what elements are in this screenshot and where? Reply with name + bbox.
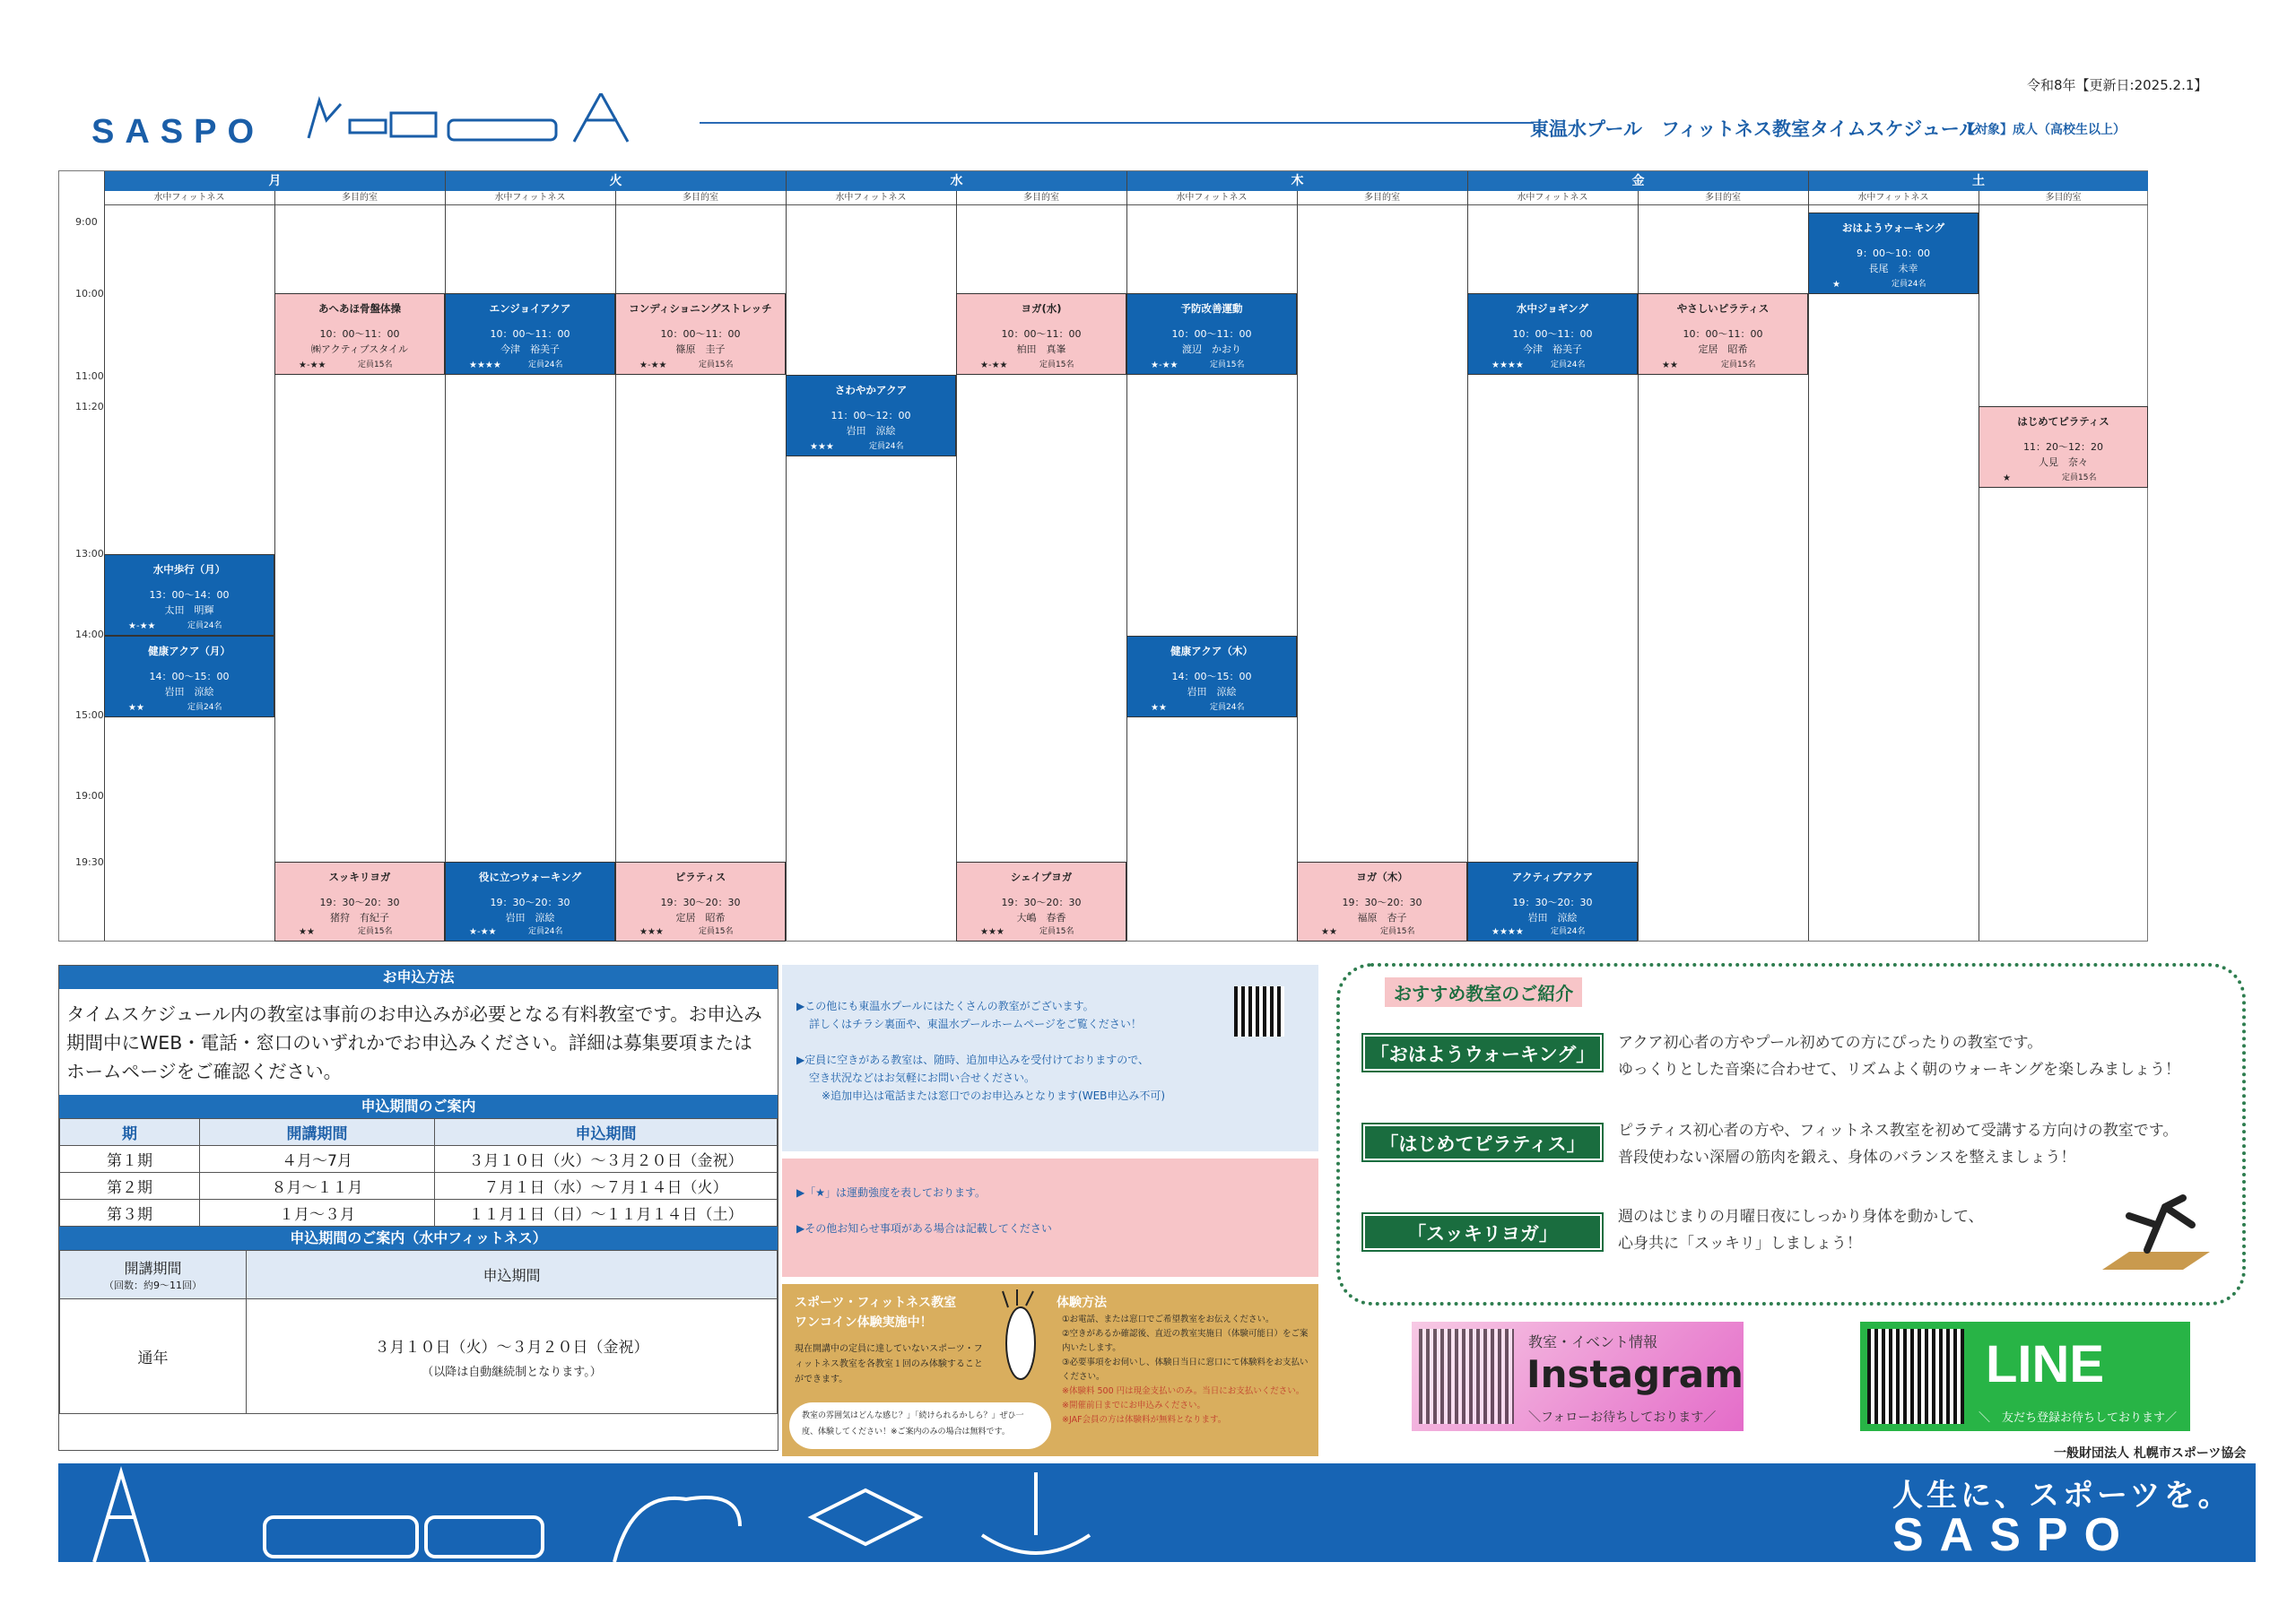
- class-instructor: 篠原 圭子: [675, 343, 726, 355]
- class-name: ピラティス: [674, 871, 726, 883]
- class-rating: ★★: [1321, 927, 1337, 937]
- day-header-wed: 水: [786, 171, 1126, 191]
- class-time: 19：30〜20：30: [1342, 897, 1422, 908]
- sub-header: 水中フィットネス: [1467, 191, 1638, 205]
- info-line: 詳しくはチラシ裏面や、東温水プールホームページをご覧ください！: [809, 1018, 1142, 1030]
- class-instructor: 長尾 未幸: [1868, 263, 1918, 274]
- recommend-line: 週のはじまりの月曜日夜にしっかり身体を動かして、: [1618, 1208, 1984, 1226]
- update-date: 令和8年【更新日:2025.2.1】: [2027, 77, 2208, 93]
- class-rating: ★: [2003, 473, 2011, 483]
- info-line: ▶「★」は運動強度を表しております。: [796, 1186, 987, 1199]
- cell: ４月〜7月: [200, 1146, 435, 1173]
- sub-header: 多目的室: [274, 191, 445, 205]
- grid-line: [445, 171, 446, 941]
- application-text: タイムスケジュール内の教室は事前のお申込みが必要となる有料教室です。お申込み期間中にWEB・電話・窓口のいずれかでお申込みください。詳細は募集要項またはホームページをご確認ください。: [66, 1003, 762, 1082]
- class-block[interactable]: [786, 375, 956, 456]
- sub-header: 水中フィットネス: [1126, 191, 1297, 205]
- class-instructor: 今津 裕美子: [500, 343, 560, 355]
- class-rating: ★★★★: [1492, 360, 1524, 370]
- sub-header: 多目的室: [615, 191, 786, 205]
- sub-header: 多目的室: [1638, 191, 1808, 205]
- class-instructor: 岩田 涼絵: [505, 912, 555, 924]
- line-title: LINE: [1986, 1335, 2105, 1393]
- class-time: 19：30〜20：30: [1512, 897, 1593, 908]
- class-capacity: 定員15名: [358, 927, 393, 936]
- day-header-sat: 土: [1808, 171, 2148, 191]
- grid-line: [1467, 171, 1468, 941]
- instagram-banner[interactable]: [1412, 1322, 1744, 1431]
- class-instructor: 大嶋 春香: [1016, 912, 1066, 924]
- class-block[interactable]: [1467, 293, 1638, 375]
- class-name: アクティブアクア: [1511, 871, 1594, 883]
- col-term: 期: [60, 1119, 200, 1146]
- trial-title2: ワンコイン体験実施中！: [795, 1315, 933, 1330]
- cell: 第２期: [60, 1173, 200, 1200]
- cell: 第１期: [60, 1146, 200, 1173]
- water-col1-sub: （回数：約9〜11回）: [104, 1280, 202, 1291]
- class-rating: ★★★: [980, 927, 1004, 937]
- grid-line: [1297, 191, 1298, 941]
- sub-header: 水中フィットネス: [445, 191, 615, 205]
- application-heading: お申込方法: [59, 966, 778, 989]
- info-line: ▶定員に空きがある教室は、随時、追加申込みを受付けておりますので、: [796, 1054, 1149, 1066]
- day-header-mon: 月: [104, 171, 445, 191]
- day-header-tue: 火: [445, 171, 786, 191]
- class-instructor: 岩田 涼絵: [1187, 686, 1237, 698]
- class-capacity: 定員15名: [1380, 927, 1415, 936]
- grid-line: [786, 171, 787, 941]
- how-note: ※体験料 500 円は現金支払いのみ。当日にお支払いください。: [1062, 1386, 1305, 1396]
- time-label: 9:00: [75, 216, 98, 228]
- water-col1: 開講期間: [124, 1260, 182, 1277]
- recommend-line: ゆっくりとした音楽に合わせて、リズムよく朝のウォーキングを楽しみましょう！: [1618, 1061, 2180, 1079]
- class-instructor: 渡辺 かおり: [1182, 343, 1241, 355]
- time-label: 15:00: [75, 709, 104, 721]
- class-name: さわやかアクア: [834, 384, 908, 396]
- grid-line: [1126, 171, 1127, 941]
- class-time: 10：00〜11：00: [1001, 328, 1082, 340]
- class-rating: ★: [1832, 280, 1840, 290]
- class-name: スッキリヨガ: [328, 871, 391, 883]
- class-block[interactable]: [104, 636, 274, 717]
- class-block[interactable]: [274, 862, 445, 942]
- saspo-logo: SASPO: [91, 113, 265, 151]
- class-time: 14：00〜15：00: [149, 671, 230, 682]
- class-capacity: 定員15名: [1039, 927, 1074, 936]
- class-block[interactable]: [1126, 293, 1297, 375]
- class-name: ヨガ（木）: [1356, 871, 1408, 883]
- time-label: 19:30: [75, 856, 104, 868]
- time-label: 14:00: [75, 629, 104, 640]
- class-instructor: 岩田 涼絵: [164, 686, 214, 698]
- how-note: ※開催前日までにお申込みください。: [1062, 1401, 1205, 1410]
- instagram-qr-code[interactable]: [1419, 1329, 1514, 1424]
- page-title: 東温水プール フィットネス教室タイムスケジュール: [1530, 118, 1979, 140]
- recommend-text: [1618, 1029, 2180, 1083]
- class-time: 11：20〜12：20: [2023, 441, 2103, 453]
- class-time: 19：30〜20：30: [1001, 897, 1082, 908]
- class-time: 10：00〜11：00: [1171, 328, 1252, 340]
- water-period-heading: 申込期間のご案内（水中フィットネス）: [59, 1227, 778, 1250]
- recommend-label: 「はじめてピラティス」: [1363, 1124, 1602, 1160]
- how-note: ※JAF会員の方は体験料が無料となります。: [1062, 1415, 1227, 1425]
- class-time: 14：00〜15：00: [1171, 671, 1252, 682]
- water-period: 通年: [60, 1299, 247, 1414]
- class-name: おはようウォーキング: [1841, 221, 1945, 234]
- recommend-line: 心身共に「スッキリ」しましょう！: [1618, 1235, 1862, 1253]
- class-time: 11：00〜12：00: [831, 410, 911, 421]
- class-block[interactable]: [1638, 293, 1808, 375]
- class-instructor: 太田 明輝: [164, 604, 214, 616]
- class-time: 9：00〜10：00: [1857, 247, 1930, 259]
- class-rating: ★★★★: [469, 360, 501, 370]
- cell: ８月〜１１月: [200, 1173, 435, 1200]
- class-capacity: 定員15名: [1721, 360, 1756, 369]
- table-row: [60, 1173, 778, 1200]
- table-row: [60, 1146, 778, 1173]
- class-name: あへあほ骨盤体操: [318, 302, 401, 315]
- time-label: 11:20: [75, 401, 104, 412]
- table-row: [60, 1200, 778, 1227]
- class-time: 19：30〜20：30: [319, 897, 400, 908]
- trial-bubble: 教室の雰囲気はどんな感じ？」「続けられるかしら？」ぜひ一度、体験してください！※ご案内のみの場合は無料です。: [789, 1402, 1051, 1449]
- class-block[interactable]: [615, 293, 786, 375]
- class-time: 10：00〜11：00: [1683, 328, 1763, 340]
- class-rating: ★-★★: [128, 621, 156, 631]
- footer-logo: SASPO: [1892, 1509, 2137, 1561]
- trial-body: 現在開講中の定員に達していないスポーツ・フィットネス教室を各教室１回のみ体験することができます。: [795, 1344, 983, 1384]
- class-instructor: 猪狩 有紀子: [330, 912, 389, 924]
- recommended-classes: [1336, 963, 2246, 1306]
- class-time: 10：00〜11：00: [490, 328, 570, 340]
- how-step: ①お電話、または窓口でご希望教室をお伝えください。: [1062, 1315, 1274, 1324]
- class-instructor: 岩田 涼絵: [1527, 912, 1578, 924]
- recommend-text: [1618, 1117, 2178, 1171]
- period-table: [59, 1118, 778, 1227]
- sub-header: 水中フィットネス: [104, 191, 274, 205]
- class-time: 13：00〜14：00: [149, 589, 230, 601]
- cell: ３月１０日（火）〜３月２０日（金祝）: [435, 1146, 778, 1173]
- class-rating: ★-★★: [639, 360, 667, 370]
- mascot-illustration: [990, 1289, 1053, 1397]
- sub-header: 多目的室: [956, 191, 1126, 205]
- trial-panel: [782, 1284, 1318, 1456]
- timetable: [58, 170, 2148, 942]
- class-name: 健康アクア（月）: [148, 645, 230, 657]
- class-capacity: 定員24名: [1551, 360, 1586, 369]
- class-capacity: 定員15名: [699, 927, 734, 936]
- how-step: ②空きがあるか確認後、直近の教室実施日（体験可能日）をご案内いたします。: [1062, 1329, 1309, 1353]
- class-time: 10：00〜11：00: [660, 328, 741, 340]
- class-capacity: 定員24名: [528, 927, 563, 936]
- class-capacity: 定員15名: [2062, 473, 2097, 482]
- sapporo-landmarks-illustration: [305, 93, 673, 147]
- cell: １月〜３月: [200, 1200, 435, 1227]
- class-rating: ★-★★: [469, 927, 497, 937]
- water-period-table: [59, 1250, 778, 1414]
- class-rating: ★★★: [639, 927, 664, 937]
- class-name: 健康アクア（木）: [1170, 645, 1253, 657]
- class-capacity: 定員24名: [869, 442, 904, 451]
- class-instructor: 定居 昭希: [1698, 343, 1748, 355]
- class-block[interactable]: [1467, 862, 1638, 942]
- class-time: 19：30〜20：30: [490, 897, 570, 908]
- organization-name: 一般財団法人 札幌市スポーツ協会: [2054, 1446, 2247, 1461]
- col-apply: 申込期間: [435, 1119, 778, 1146]
- day-header-thu: 木: [1126, 171, 1467, 191]
- class-rating: ★★: [1151, 703, 1167, 713]
- water-col2: 申込期間: [247, 1251, 778, 1299]
- period-heading: 申込期間のご案内: [59, 1095, 778, 1118]
- stretching-figure-illustration: [2093, 1189, 2219, 1279]
- instagram-title: Instagram: [1526, 1352, 1744, 1396]
- class-name: はじめてピラティス: [2017, 415, 2109, 428]
- class-instructor: 今津 裕美子: [1523, 343, 1582, 355]
- line-follow: ＼ 友だち登録お待ちしております／: [1979, 1411, 2178, 1425]
- instagram-follow: ＼フォローお待ちしております／: [1528, 1410, 1717, 1425]
- class-rating: ★★★: [810, 442, 834, 452]
- time-label: 13:00: [75, 548, 104, 560]
- class-block[interactable]: [1808, 213, 1979, 294]
- class-rating: ★★★★: [1492, 927, 1524, 937]
- class-name: シェイプヨガ: [1010, 871, 1073, 883]
- time-label: 11:00: [75, 370, 104, 382]
- class-capacity: 定員24名: [1551, 927, 1586, 936]
- info-line: ※追加申込は電話または窓口でのお申込みとなります(WEB申込み不可): [822, 1089, 1166, 1102]
- class-capacity: 定員15名: [699, 360, 734, 369]
- class-block[interactable]: [1979, 406, 2148, 488]
- class-block[interactable]: [104, 554, 274, 636]
- class-instructor: ㈱アクティブスタイル: [310, 343, 409, 355]
- class-name: ヨガ(水): [1021, 302, 1062, 315]
- qr-code[interactable]: [1234, 986, 1284, 1037]
- class-rating: ★★: [299, 927, 315, 937]
- class-name: 水中ジョギング: [1517, 302, 1588, 315]
- class-block[interactable]: [615, 862, 786, 942]
- info-line: ▶この他にも東温水プールにはたくさんの教室がございます。: [796, 1000, 1094, 1012]
- class-instructor: 定居 昭希: [675, 912, 726, 924]
- instagram-small: 教室・イベント情報: [1528, 1333, 1658, 1350]
- class-rating: ★★: [128, 703, 144, 713]
- cell: ７月１日（水）〜７月１４日（火）: [435, 1173, 778, 1200]
- recommend-text: [1618, 1203, 1984, 1257]
- class-rating: ★-★★: [980, 360, 1008, 370]
- class-name: エンジョイアクア: [489, 302, 571, 315]
- application-panel: [58, 965, 778, 1451]
- class-name: 予防改善運動: [1180, 302, 1243, 315]
- class-time: 19：30〜20：30: [660, 897, 741, 908]
- class-capacity: 定員24名: [1892, 280, 1926, 289]
- class-block[interactable]: [445, 293, 615, 375]
- day-header-fri: 金: [1467, 171, 1808, 191]
- class-rating: ★★: [1662, 360, 1678, 370]
- water-note: （以降は自動継続制となります。）: [422, 1365, 602, 1379]
- class-capacity: 定員15名: [1210, 360, 1245, 369]
- col-course: 開講期間: [200, 1119, 435, 1146]
- how-step: ③必要事項をお伺いし、体験日当日に窓口にて体験料をお支払いください。: [1062, 1358, 1309, 1382]
- class-block[interactable]: [956, 293, 1126, 375]
- cell: 第３期: [60, 1200, 200, 1227]
- class-rating: ★-★★: [1151, 360, 1178, 370]
- class-name: 役に立つウォーキング: [478, 871, 582, 883]
- recommend-heading: おすすめ教室のご紹介: [1385, 977, 1582, 1007]
- class-block[interactable]: [445, 862, 615, 942]
- title-rule: [700, 122, 1534, 124]
- class-instructor: 人見 奈々: [2039, 456, 2088, 468]
- footer-tagline: 人生に、スポーツを。: [1892, 1478, 2232, 1514]
- info-box-blue: [782, 965, 1318, 1151]
- time-label: 10:00: [75, 288, 104, 299]
- class-instructor: 岩田 涼絵: [846, 425, 896, 437]
- class-name: やさしいピラティス: [1676, 302, 1770, 315]
- sub-header: 多目的室: [1297, 191, 1467, 205]
- class-instructor: 柏田 真峯: [1016, 343, 1066, 355]
- how-title: 体験方法: [1057, 1296, 1107, 1310]
- cell: １１月１日（日）〜１１月１４日（土）: [435, 1200, 778, 1227]
- line-banner[interactable]: [1860, 1322, 2190, 1431]
- recommend-line: アクア初心者の方やプール初めての方にぴったりの教室です。: [1618, 1034, 2043, 1052]
- recommend-label: 「スッキリヨガ」: [1363, 1214, 1602, 1250]
- time-label: 19:00: [75, 790, 104, 802]
- sub-header: 多目的室: [1979, 191, 2148, 205]
- class-capacity: 定員24名: [528, 360, 563, 369]
- class-block[interactable]: [1297, 862, 1467, 942]
- class-rating: ★-★★: [299, 360, 326, 370]
- class-block[interactable]: [1126, 636, 1297, 717]
- class-instructor: 福原 杏子: [1357, 912, 1407, 924]
- recommend-line: 普段使わない深層の筋肉を鍛え、身体のバランスを整えましょう！: [1618, 1149, 2076, 1167]
- class-capacity: 定員15名: [358, 360, 393, 369]
- class-capacity: 定員24名: [187, 703, 222, 712]
- class-time: 10：00〜11：00: [319, 328, 400, 340]
- recommend-label: 「おはようウォーキング」: [1363, 1035, 1602, 1071]
- class-capacity: 定員15名: [1039, 360, 1074, 369]
- class-capacity: 定員24名: [187, 621, 222, 630]
- sub-header: 水中フィットネス: [786, 191, 956, 205]
- class-block[interactable]: [274, 293, 445, 375]
- target-audience: 【対象】成人（高校生以上）: [1962, 123, 2126, 137]
- info-line: ▶その他お知らせ事項がある場合は記載してください: [796, 1222, 1052, 1235]
- sub-header: 水中フィットネス: [1808, 191, 1979, 205]
- class-name: 水中歩行（月）: [152, 563, 226, 576]
- class-capacity: 定員24名: [1210, 703, 1245, 712]
- class-name: コンディショニングストレッチ: [629, 302, 772, 315]
- city-landmarks-illustration: [58, 1463, 1224, 1562]
- recommend-line: ピラティス初心者の方や、フィットネス教室を初めて受講する方向けの教室です。: [1618, 1122, 2179, 1140]
- trial-title1: スポーツ・フィットネス教室: [795, 1296, 957, 1310]
- water-dates: ３月１０日（火）〜３月２０日（金祝）: [374, 1338, 649, 1357]
- info-box-pink: [782, 1159, 1318, 1277]
- line-qr-code[interactable]: [1867, 1329, 1964, 1424]
- info-line: 空き状況などはお気軽にお問い合せください。: [809, 1072, 1036, 1084]
- class-block[interactable]: [956, 862, 1126, 942]
- class-time: 10：00〜11：00: [1512, 328, 1593, 340]
